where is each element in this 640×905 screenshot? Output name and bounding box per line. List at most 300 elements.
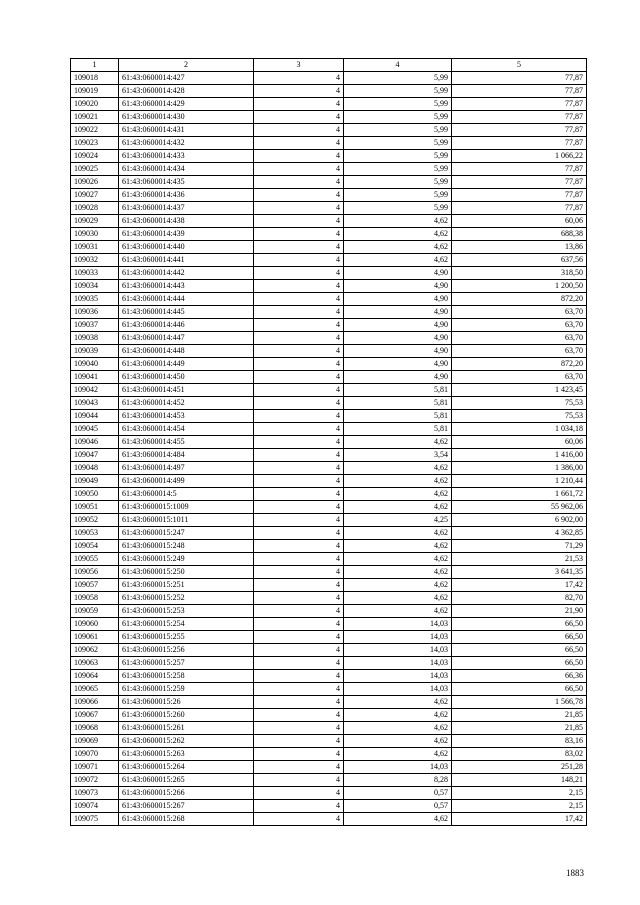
cell-cadastral-id: 61:43:0600014:427 [119,72,254,85]
cell-col4: 4,90 [344,267,452,280]
cell-number: 109035 [71,293,119,306]
cell-col5: 77,87 [452,124,587,137]
table-row [71,618,587,631]
column-header-1: 1 [71,59,119,72]
table-row [71,579,587,592]
cell-number: 109030 [71,228,119,241]
cell-number: 109072 [71,774,119,787]
cell-col3: 4 [254,345,344,358]
cell-col4: 4,90 [344,371,452,384]
cell-col4: 5,81 [344,410,452,423]
cell-number: 109043 [71,397,119,410]
cell-col4: 3,54 [344,449,452,462]
cell-cadastral-id: 61:43:0600014:434 [119,163,254,176]
table-row [71,293,587,306]
cell-col4: 5,99 [344,163,452,176]
cell-col5: 83,02 [452,748,587,761]
cell-col4: 5,81 [344,384,452,397]
cell-cadastral-id: 61:43:0600015:268 [119,813,254,826]
cell-col3: 4 [254,527,344,540]
cell-col3: 4 [254,787,344,800]
cell-col3: 4 [254,241,344,254]
cell-col4: 4,62 [344,709,452,722]
cell-col4: 5,99 [344,150,452,163]
cell-number: 109039 [71,345,119,358]
cell-col4: 5,99 [344,85,452,98]
table-row [71,696,587,709]
cell-col5: 77,87 [452,176,587,189]
page-number: 1883 [566,868,584,878]
cell-col3: 4 [254,670,344,683]
cell-cadastral-id: 61:43:0600014:447 [119,332,254,345]
cell-col4: 4,62 [344,696,452,709]
cell-col3: 4 [254,709,344,722]
cell-number: 109026 [71,176,119,189]
cell-col4: 4,90 [344,358,452,371]
cell-col3: 4 [254,735,344,748]
cell-number: 109027 [71,189,119,202]
cell-col3: 4 [254,436,344,449]
table-row [71,449,587,462]
table-row [71,332,587,345]
table-row [71,371,587,384]
table-row [71,137,587,150]
cell-cadastral-id: 61:43:0600015:262 [119,735,254,748]
table-row [71,319,587,332]
table-row [71,774,587,787]
table-row [71,683,587,696]
cell-col5: 55 962,06 [452,501,587,514]
cell-cadastral-id: 61:43:0600014:440 [119,241,254,254]
cell-col5: 75,53 [452,410,587,423]
cell-col5: 1 200,50 [452,280,587,293]
cell-number: 109028 [71,202,119,215]
cell-cadastral-id: 61:43:0600014:452 [119,397,254,410]
cell-col5: 83,16 [452,735,587,748]
cell-col3: 4 [254,384,344,397]
table-row [71,228,587,241]
cell-col3: 4 [254,488,344,501]
cell-cadastral-id: 61:43:0600014:449 [119,358,254,371]
cell-col3: 4 [254,722,344,735]
table-row [71,709,587,722]
table-row [71,254,587,267]
cell-col5: 82,70 [452,592,587,605]
cell-col4: 4,62 [344,215,452,228]
cell-col5: 17,42 [452,579,587,592]
cell-col5: 77,87 [452,137,587,150]
cell-col3: 4 [254,189,344,202]
cell-col3: 4 [254,813,344,826]
cell-col4: 5,99 [344,137,452,150]
cell-col5: 148,21 [452,774,587,787]
cell-col4: 4,62 [344,579,452,592]
cell-col5: 2,15 [452,800,587,813]
cell-cadastral-id: 61:43:0600015:266 [119,787,254,800]
cell-col5: 63,70 [452,306,587,319]
cell-cadastral-id: 61:43:0600014:454 [119,423,254,436]
cell-col3: 4 [254,306,344,319]
cell-cadastral-id: 61:43:0600015:249 [119,553,254,566]
cell-col4: 14,03 [344,644,452,657]
cell-cadastral-id: 61:43:0600014:429 [119,98,254,111]
cell-col5: 6 902,00 [452,514,587,527]
cell-cadastral-id: 61:43:0600015:252 [119,592,254,605]
cell-cadastral-id: 61:43:0600015:265 [119,774,254,787]
cell-cadastral-id: 61:43:0600014:499 [119,475,254,488]
cell-cadastral-id: 61:43:0600014:484 [119,449,254,462]
cell-col3: 4 [254,449,344,462]
table-row [71,527,587,540]
cell-col4: 5,99 [344,72,452,85]
table-row [71,566,587,579]
cell-col5: 4 362,85 [452,527,587,540]
cell-col4: 5,99 [344,176,452,189]
cell-number: 109029 [71,215,119,228]
cell-cadastral-id: 61:43:0600014:444 [119,293,254,306]
cell-col3: 4 [254,332,344,345]
cell-number: 109074 [71,800,119,813]
cell-col3: 4 [254,696,344,709]
cell-col4: 4,90 [344,306,452,319]
cell-number: 109069 [71,735,119,748]
cell-col3: 4 [254,293,344,306]
table-row [71,748,587,761]
cell-cadastral-id: 61:43:0600015:263 [119,748,254,761]
cell-col4: 4,90 [344,345,452,358]
cell-cadastral-id: 61:43:0600014:5 [119,488,254,501]
cell-col3: 4 [254,657,344,670]
cell-col4: 4,62 [344,228,452,241]
cell-number: 109041 [71,371,119,384]
table-row [71,124,587,137]
cell-col5: 77,87 [452,72,587,85]
cell-col5: 1 210,44 [452,475,587,488]
table-row [71,761,587,774]
cell-col5: 3 641,35 [452,566,587,579]
cell-cadastral-id: 61:43:0600014:428 [119,85,254,98]
cell-col5: 2,15 [452,787,587,800]
cell-col3: 4 [254,683,344,696]
cell-col5: 66,36 [452,670,587,683]
cell-col4: 4,62 [344,748,452,761]
cell-number: 109018 [71,72,119,85]
cell-col5: 60,06 [452,436,587,449]
table-row [71,150,587,163]
cell-col4: 4,62 [344,605,452,618]
cell-col3: 4 [254,579,344,592]
cell-number: 109022 [71,124,119,137]
cell-cadastral-id: 61:43:0600015:247 [119,527,254,540]
table-row [71,85,587,98]
table-row [71,670,587,683]
cell-cadastral-id: 61:43:0600015:255 [119,631,254,644]
cell-cadastral-id: 61:43:0600015:26 [119,696,254,709]
cell-col3: 4 [254,553,344,566]
cell-col5: 251,28 [452,761,587,774]
cell-number: 109056 [71,566,119,579]
cell-number: 109049 [71,475,119,488]
cell-cadastral-id: 61:43:0600014:446 [119,319,254,332]
table-row [71,72,587,85]
cell-col5: 637,56 [452,254,587,267]
cell-number: 109021 [71,111,119,124]
table-row [71,111,587,124]
cell-col5: 21,85 [452,709,587,722]
cell-col5: 60,06 [452,215,587,228]
table-row [71,592,587,605]
cell-col4: 5,81 [344,397,452,410]
cell-col5: 77,87 [452,202,587,215]
header-row [71,59,587,72]
cell-col4: 4,62 [344,488,452,501]
table-row [71,553,587,566]
table-row [71,436,587,449]
cell-number: 109051 [71,501,119,514]
cell-col3: 4 [254,761,344,774]
cell-col4: 4,62 [344,566,452,579]
cell-number: 109025 [71,163,119,176]
cell-col4: 4,62 [344,735,452,748]
table-row [71,540,587,553]
cell-cadastral-id: 61:43:0600014:430 [119,111,254,124]
cell-cadastral-id: 61:43:0600014:448 [119,345,254,358]
cell-col3: 4 [254,540,344,553]
cell-col3: 4 [254,202,344,215]
cell-col3: 4 [254,280,344,293]
cell-col4: 4,25 [344,514,452,527]
table-row [71,813,587,826]
cell-cadastral-id: 61:43:0600014:442 [119,267,254,280]
cell-col4: 14,03 [344,683,452,696]
cell-col4: 0,57 [344,800,452,813]
cell-cadastral-id: 61:43:0600015:267 [119,800,254,813]
cell-col5: 66,50 [452,631,587,644]
cell-col4: 4,62 [344,501,452,514]
cell-col3: 4 [254,592,344,605]
cell-col3: 4 [254,150,344,163]
cell-col4: 14,03 [344,761,452,774]
cell-number: 109062 [71,644,119,657]
cell-col4: 5,99 [344,202,452,215]
table-row [71,358,587,371]
cell-number: 109047 [71,449,119,462]
cell-number: 109042 [71,384,119,397]
cell-col5: 66,50 [452,644,587,657]
cell-number: 109040 [71,358,119,371]
table-row [71,215,587,228]
table-row [71,98,587,111]
table-row [71,735,587,748]
cell-cadastral-id: 61:43:0600015:248 [119,540,254,553]
cell-col5: 1 423,45 [452,384,587,397]
cell-number: 109075 [71,813,119,826]
cell-cadastral-id: 61:43:0600015:258 [119,670,254,683]
cell-number: 109052 [71,514,119,527]
cell-col3: 4 [254,215,344,228]
cell-col3: 4 [254,267,344,280]
cell-col5: 71,29 [452,540,587,553]
table-row [71,345,587,358]
cell-col3: 4 [254,254,344,267]
cell-col3: 4 [254,514,344,527]
cell-col3: 4 [254,410,344,423]
table-row [71,657,587,670]
cell-col4: 14,03 [344,631,452,644]
table-row [71,241,587,254]
cell-cadastral-id: 61:43:0600015:253 [119,605,254,618]
cell-col5: 77,87 [452,189,587,202]
cell-col4: 4,62 [344,813,452,826]
cell-cadastral-id: 61:43:0600014:455 [119,436,254,449]
cell-col4: 4,62 [344,436,452,449]
cell-col3: 4 [254,371,344,384]
cell-cadastral-id: 61:43:0600014:432 [119,137,254,150]
cell-number: 109054 [71,540,119,553]
cell-cadastral-id: 61:43:0600014:431 [119,124,254,137]
cell-cadastral-id: 61:43:0600015:260 [119,709,254,722]
cell-col5: 21,85 [452,722,587,735]
table-row [71,410,587,423]
cell-col4: 14,03 [344,657,452,670]
cell-number: 109038 [71,332,119,345]
cell-number: 109065 [71,683,119,696]
cell-col4: 4,62 [344,553,452,566]
cell-number: 109036 [71,306,119,319]
cell-col4: 4,62 [344,592,452,605]
column-header-3: 3 [254,59,344,72]
cell-col5: 63,70 [452,345,587,358]
cell-number: 109023 [71,137,119,150]
table-header [71,59,587,72]
cell-cadastral-id: 61:43:0600014:453 [119,410,254,423]
table-row [71,488,587,501]
cell-col4: 14,03 [344,618,452,631]
cell-col4: 4,62 [344,462,452,475]
cell-col4: 4,90 [344,280,452,293]
cell-cadastral-id: 61:43:0600014:451 [119,384,254,397]
cell-col5: 77,87 [452,98,587,111]
table-row [71,280,587,293]
table-row [71,787,587,800]
cell-cadastral-id: 61:43:0600014:437 [119,202,254,215]
cell-number: 109048 [71,462,119,475]
cell-col4: 5,99 [344,98,452,111]
cell-col3: 4 [254,163,344,176]
cell-number: 109058 [71,592,119,605]
cell-number: 109063 [71,657,119,670]
cell-cadastral-id: 61:43:0600014:441 [119,254,254,267]
cell-col4: 4,62 [344,475,452,488]
cell-col4: 4,62 [344,241,452,254]
cell-col3: 4 [254,631,344,644]
cell-col3: 4 [254,462,344,475]
table-row [71,800,587,813]
cell-cadastral-id: 61:43:0600015:254 [119,618,254,631]
cell-cadastral-id: 61:43:0600015:261 [119,722,254,735]
cell-col5: 66,50 [452,618,587,631]
cell-cadastral-id: 61:43:0600015:256 [119,644,254,657]
cell-number: 109031 [71,241,119,254]
table-row [71,189,587,202]
cell-col5: 1 566,78 [452,696,587,709]
table-row [71,501,587,514]
cell-number: 109059 [71,605,119,618]
cell-col3: 4 [254,774,344,787]
cell-col3: 4 [254,98,344,111]
cell-number: 109033 [71,267,119,280]
cell-cadastral-id: 61:43:0600014:436 [119,189,254,202]
table-row [71,397,587,410]
cell-col4: 4,90 [344,293,452,306]
cell-cadastral-id: 61:43:0600015:250 [119,566,254,579]
table-row [71,163,587,176]
cell-col3: 4 [254,85,344,98]
cell-number: 109067 [71,709,119,722]
table-row [71,722,587,735]
cell-col5: 63,70 [452,332,587,345]
cell-col5: 63,70 [452,371,587,384]
cell-col5: 688,38 [452,228,587,241]
cell-col5: 1 034,18 [452,423,587,436]
cell-number: 109071 [71,761,119,774]
cell-col3: 4 [254,228,344,241]
table-row [71,423,587,436]
cell-number: 109073 [71,787,119,800]
cell-cadastral-id: 61:43:0600014:435 [119,176,254,189]
cell-col5: 1 661,72 [452,488,587,501]
cell-cadastral-id: 61:43:0600014:433 [119,150,254,163]
cell-number: 109053 [71,527,119,540]
cell-cadastral-id: 61:43:0600014:497 [119,462,254,475]
cell-number: 109037 [71,319,119,332]
table-row [71,384,587,397]
cell-col5: 75,53 [452,397,587,410]
cell-number: 109019 [71,85,119,98]
cell-col3: 4 [254,423,344,436]
cell-col4: 5,99 [344,124,452,137]
cell-col3: 4 [254,111,344,124]
cell-col4: 14,03 [344,670,452,683]
cell-cadastral-id: 61:43:0600015:259 [119,683,254,696]
table-row [71,202,587,215]
cell-cadastral-id: 61:43:0600014:438 [119,215,254,228]
cell-col4: 4,90 [344,332,452,345]
cell-col5: 77,87 [452,111,587,124]
cell-col4: 4,62 [344,527,452,540]
table-row [71,644,587,657]
cell-number: 109032 [71,254,119,267]
cell-col5: 17,42 [452,813,587,826]
cell-col5: 21,53 [452,553,587,566]
cell-col3: 4 [254,618,344,631]
cell-cadastral-id: 61:43:0600015:264 [119,761,254,774]
cell-number: 109034 [71,280,119,293]
cell-cadastral-id: 61:43:0600015:1011 [119,514,254,527]
table-row [71,462,587,475]
cell-col3: 4 [254,319,344,332]
table-row [71,267,587,280]
cell-col3: 4 [254,137,344,150]
cell-col3: 4 [254,605,344,618]
cell-col5: 77,87 [452,163,587,176]
table-row [71,306,587,319]
cell-col3: 4 [254,124,344,137]
cell-number: 109061 [71,631,119,644]
cell-cadastral-id: 61:43:0600014:450 [119,371,254,384]
cell-col5: 21,90 [452,605,587,618]
cell-col4: 8,28 [344,774,452,787]
